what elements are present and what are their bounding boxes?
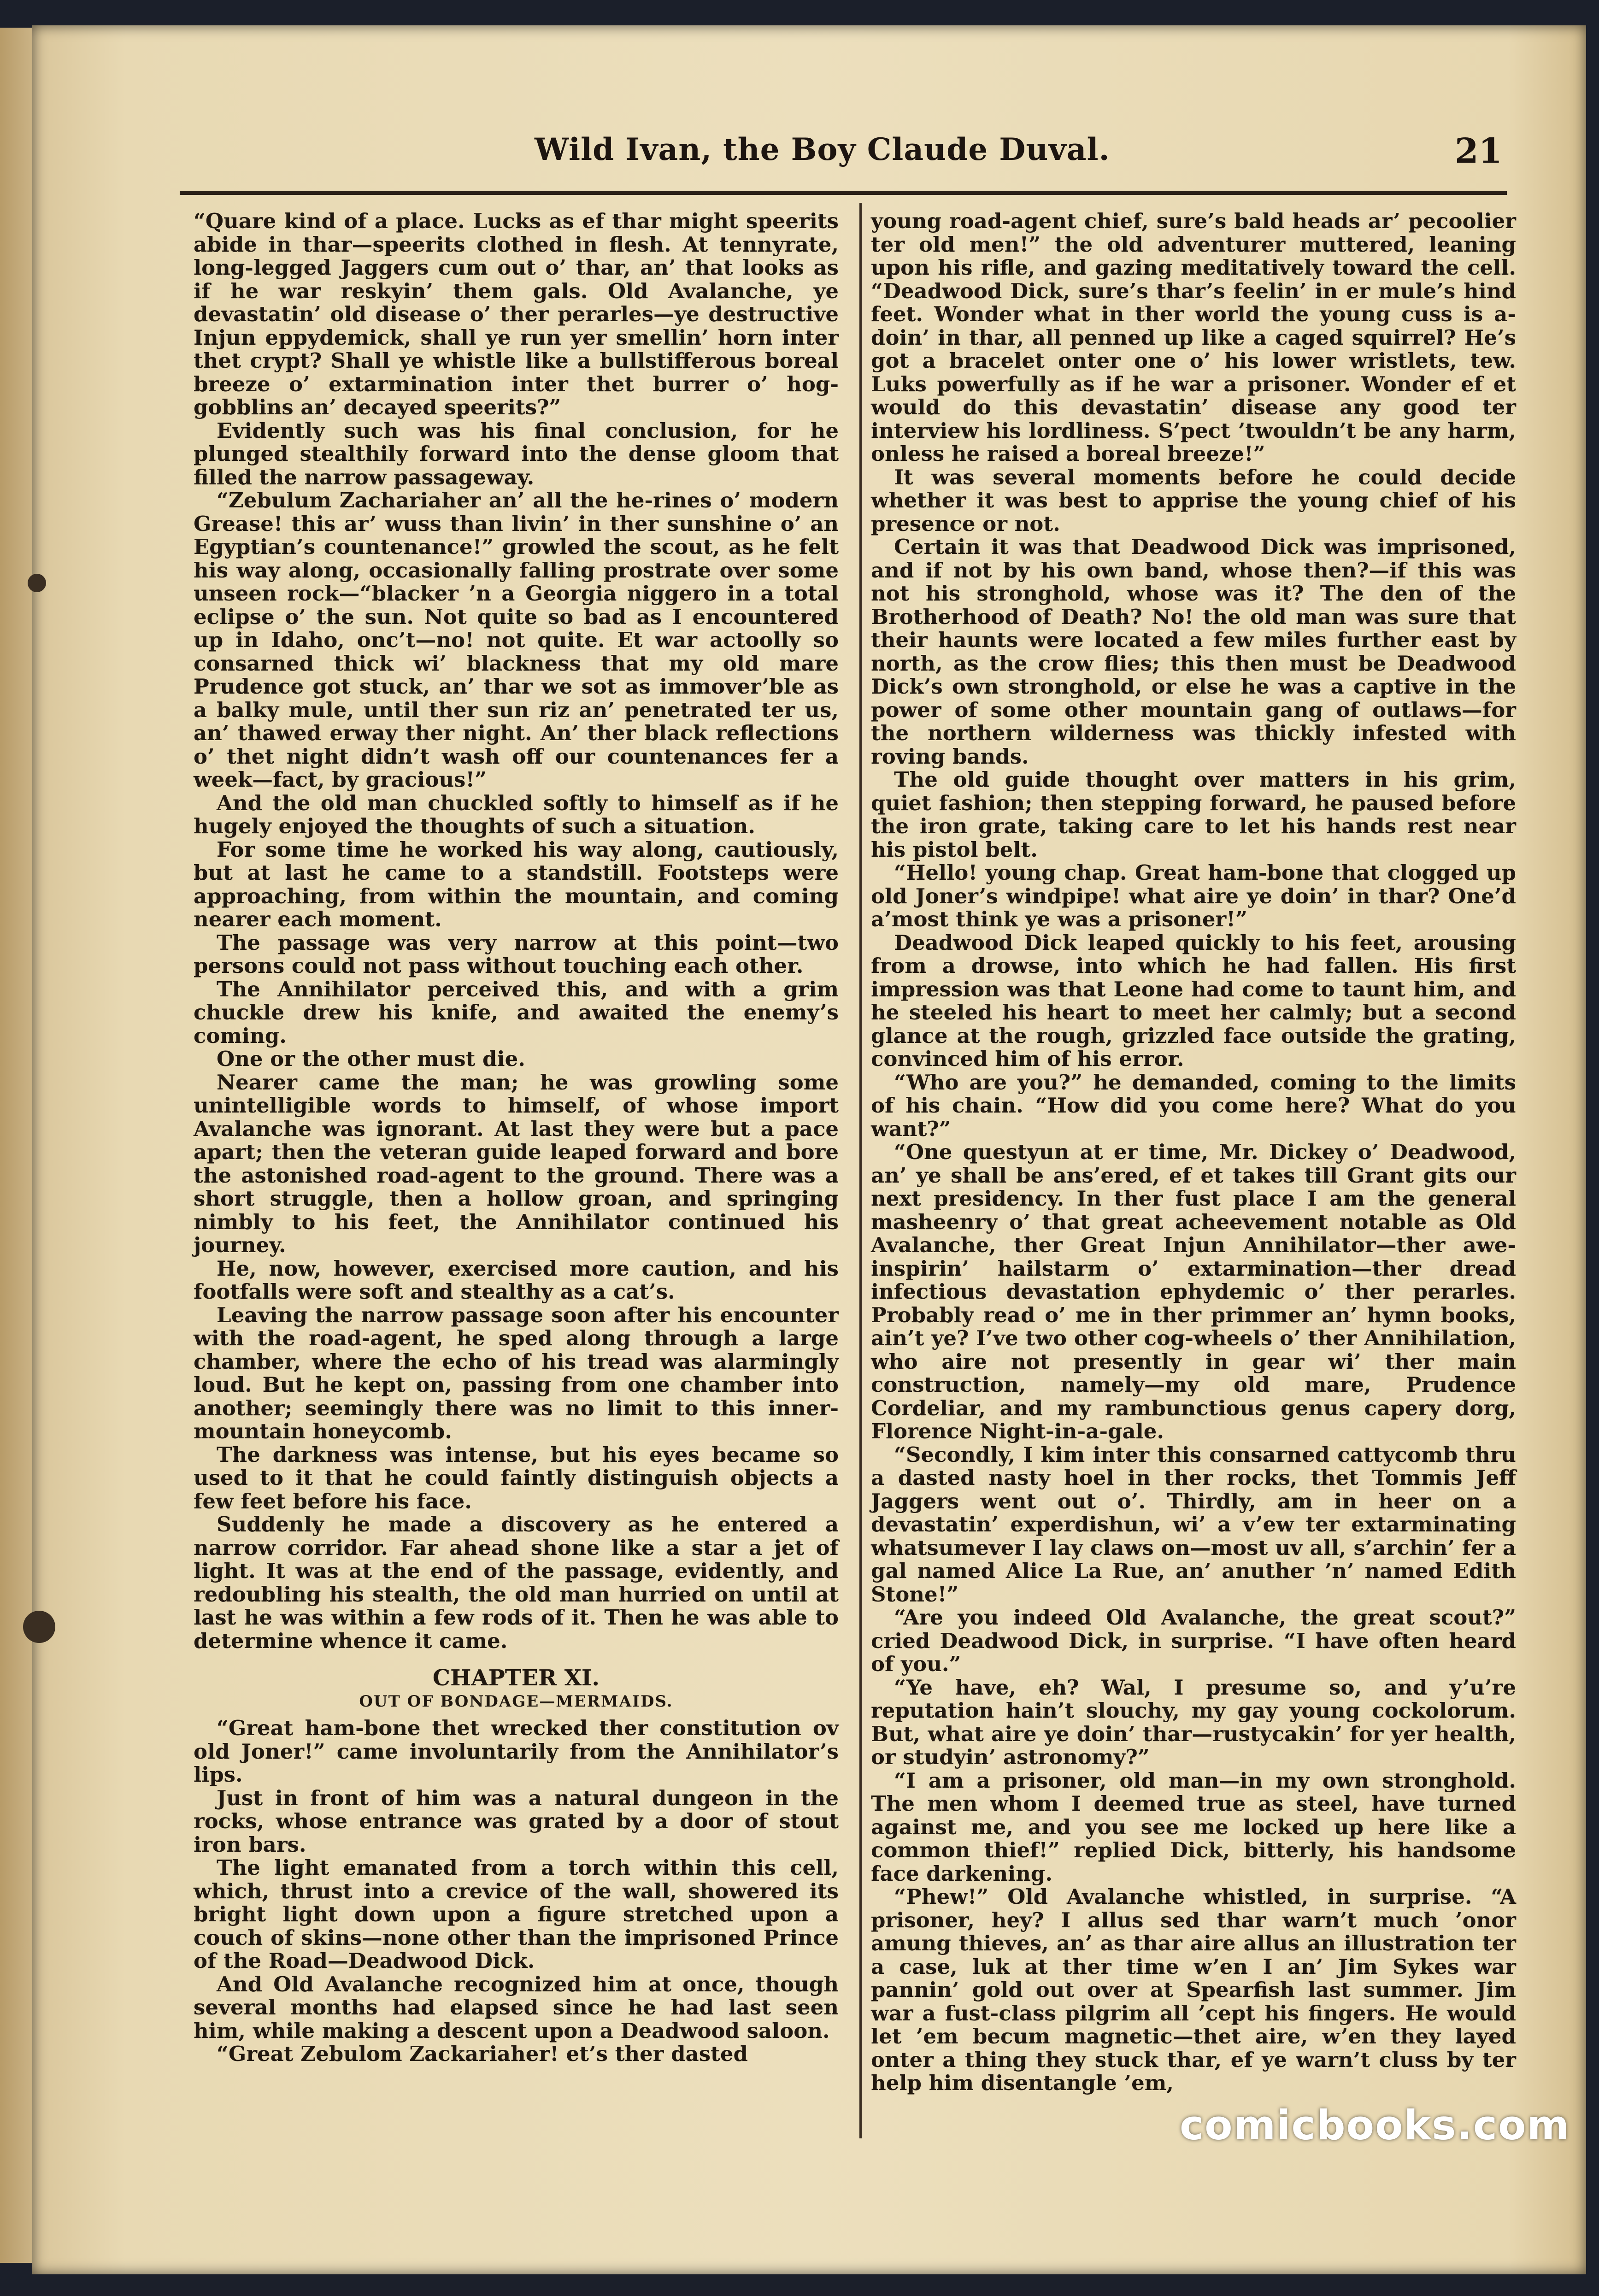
right-column: [871, 210, 1516, 2095]
paragraph: It was several moments before he could decide whether it was best to apprise the young chief of his presence or not.: [871, 465, 1516, 536]
column-divider: [859, 203, 862, 2138]
paragraph: “Ye have, eh? Wal, I presume so, and y’u’re reputation hain’t slouchy, my gay young cockolorum. But, what aire ye doin’ thar—rustycakin’ for yer health, or studyin’ astronomy?”: [871, 1675, 1516, 1769]
paragraph: The passage was very narrow at this point—two persons could not pass without touching each other.: [194, 930, 839, 978]
paragraph: Suddenly he made a discovery as he entered a narrow corridor. Far ahead shone like a star a jet of light. It was at the end of the passage, evidently, and redoubling his stealth, the old man hurried on until at last he was within a few rods of it. Then he was able to determine whence it came.: [194, 1512, 839, 1653]
paragraph: The Annihilator perceived this, and with a grim chuckle drew his knife, and awaited the enemy’s coming.: [194, 977, 839, 1048]
paragraph: “Hello! young chap. Great ham-bone that clogged up old Joner’s windpipe! what aire ye doin’ in thar? One’d a’most think ye was a prisoner!”: [871, 860, 1516, 931]
paragraph: “One questyun at er time, Mr. Dickey o’ Deadwood, an’ ye shall be ans’ered, ef et takes till Grant gits our next presidency. In ther fust place I am the general masheenry o’ that great acheevement notable as Old Avalanche, ther Great Injun Annihilator—ther awe-inspirin’ hailstarm o’ extarmination—ther dread infectious devastation ephydemic o’ ther perarles. Probably read o’ me in ther primmer an’ hymn books, ain’t ye? I’ve two other cog-wheels o’ ther Annihilation, who aire not presently in gear wi’ ther main construction, namely—my old mare, Prudence Cordeliar, and my rambunctious genus capery dorg, Florence Night-in-a-gale.: [871, 1140, 1516, 1443]
paragraph: “Who are you?” he demanded, coming to the limits of his chain. “How did you come here? What do you want?”: [871, 1070, 1516, 1141]
chapter-subheading: OUT OF BONDAGE—MERMAIDS.: [359, 1692, 673, 1711]
paragraph: One or the other must die.: [217, 1047, 525, 1071]
page-number: 21: [1455, 131, 1502, 171]
paragraph: “Zebulum Zachariaher an’ all the he-rines o’ modern Grease! this ar’ wuss than livin’ in ther sunshine o’ an Egyptian’s countenance!” growled the scout, as he felt his way along, occasionally falling prostrate over some unseen rock—“blacker ’n a Georgia niggero in a total eclipse o’ the sun. Not quite so bad as I encountered up in Idaho, onc’t—no! not quite. Et war actoolly so consarned thick wi’ blackness that my old mare Prudence got stuck, an’ thar we sot as immover’ble as a balky mule, until ther sun riz an’ penetrated ter us, an’ thawed erway ther night. An’ ther black reflections o’ thet night didn’t wash off our countenances fer a week—fact, by gracious!”: [194, 488, 839, 792]
running-title: Wild Ivan, the Boy Claude Duval.: [535, 131, 1110, 167]
paragraph: “I am a prisoner, old man—in my own stronghold. The men whom I deemed true as steel, have turned against me, and you see me locked up here like a common thief!” replied Dick, bitterly, his handsome face darkening.: [871, 1768, 1516, 1886]
paragraph: “Great ham-bone thet wrecked ther constitution ov old Joner!” came involuntarily from the Annihilator’s lips.: [194, 1716, 839, 1787]
paragraph: Deadwood Dick leaped quickly to his feet, arousing from a drowse, into which he had fallen. His first impression was that Leone had come to taunt him, and he steeled his heart to meet her calmly; but a second glance at the rough, grizzled face outside the grating, convinced him of his error.: [871, 930, 1516, 1071]
paragraph: Evidently such was his final conclusion, for he plunged stealthily forward into the dense gloom that filled the narrow passageway.: [194, 418, 839, 489]
chapter-heading: CHAPTER XI.: [432, 1665, 600, 1691]
paragraph: Certain it was that Deadwood Dick was imprisoned, and if not by his own band, whose then?—if this was not his stronghold, whose was it? The den of the Brotherhood of Death? No! the old man was sure that their haunts were located a few miles further east by north, as the crow flies; this then must be Deadwood Dick’s own stronghold, or else he was a captive in the power of some other mountain gang of outlaws—for the northern wilderness was thickly infested with roving bands.: [871, 535, 1516, 769]
paragraph: Just in front of him was a natural dungeon in the rocks, whose entrance was grated by a door of stout iron bars.: [194, 1785, 839, 1857]
paragraph: “Secondly, I kim inter this consarned cattycomb thru a dasted nasty hoel in ther rocks, thet Tommis Jeff Jaggers went out o’. Thirdly, am in heer on a devastatin’ experdishun, wi’ a v’ew ter extarminating whatsumever I lay claws on—most uv all, s’archin’ fer a gal named Alice La Rue, an’ anuther ’n’ named Edith Stone!”: [871, 1442, 1516, 1607]
paragraph: “Phew!” Old Avalanche whistled, in surprise. “A prisoner, hey? I allus sed thar warn’t much ’onor amung thieves, an’ as thar aire allus an illustration ter a case, luk at ther time w’en I an’ Jim Sykes war pannin’ gold out over at Spearfish last summer. Jim war a fust-class pilgrim all ’cept his fingers. He would let ’em becum magnetic—thet aire, w’en they layed onter a thing they stuck thar, ef ye warn’t cluss by ter help him disentangle ’em,: [871, 1884, 1516, 2095]
paper-damage-mark: [28, 574, 46, 592]
page-header: [507, 131, 1502, 187]
paragraph: For some time he worked his way along, cautiously, but at last he came to a standstill. Footsteps were approaching, from within the mountain, and coming nearer each moment.: [194, 837, 839, 931]
paragraph: “Great Zebulom Zackariaher! et’s ther dasted: [217, 2042, 748, 2066]
paragraph: “Quare kind of a place. Lucks as ef thar might speerits abide in thar—speerits clothed in flesh. At tennyrate, long-legged Jaggers cum out o’ thar, an’ that looks as if he war reskyin’ them gals. Old Avalanche, ye devastatin’ old disease o’ ther perarles—ye destructive Injun eppydemick, shall ye run yer smellin’ horn inter thet crypt? Shall ye whistle like a bullstifferous boreal breeze o’ extarmination inter thet burrer o’ hog-gobblins an’ decayed speerits?”: [194, 209, 839, 419]
header-rule: [180, 191, 1507, 195]
paper-damage-mark: [23, 1611, 55, 1643]
paragraph: He, now, however, exercised more caution, and his footfalls were soft and stealthy as a cat’s.: [194, 1256, 839, 1304]
paragraph: The old guide thought over matters in his grim, quiet fashion; then stepping forward, he paused before the iron grate, taking care to let his hands rest near his pistol belt.: [871, 767, 1516, 862]
paragraph: “Are you indeed Old Avalanche, the great scout?” cried Deadwood Dick, in surprise. “I have often heard of you.”: [871, 1605, 1516, 1676]
paragraph: Leaving the narrow passage soon after his encounter with the road-agent, he sped along through a large chamber, where the echo of his tread was alarmingly loud. But he kept on, passing from one chamber into another; seemingly there was no limit to this inner-mountain honeycomb.: [194, 1302, 839, 1443]
watermark-logo: comicbooks.com: [1180, 2102, 1570, 2149]
paragraph: Nearer came the man; he was growling some unintelligible words to himself, of whose import Avalanche was ignorant. At last they were but a pace apart; then the veteran guide leaped forward and bore the astonished road-agent to the ground. There was a short struggle, then a hollow groan, and springing nimbly to his feet, the Annihilator continued his journey.: [194, 1070, 839, 1257]
paragraph: The darkness was intense, but his eyes became so used to it that he could faintly distinguish objects a few feet before his face.: [194, 1442, 839, 1513]
paragraph: And Old Avalanche recognized him at once, though several months had elapsed since he had last seen him, while making a descent upon a Deadwood saloon.: [194, 1972, 839, 2043]
left-column: [194, 210, 839, 2066]
paragraph: And the old man chuckled softly to himself as if he hugely enjoyed the thoughts of such a situation.: [194, 790, 839, 838]
paragraph: young road-agent chief, sure’s bald heads ar’ pecoolier ter old men!” the old adventurer muttered, leaning upon his rifle, and gazing meditatively toward the cell. “Deadwood Dick, sure’s thar’s feelin’ in er mule’s hind feet. Wonder what in ther world the young cuss is a-doin’ in thar, all penned up like a caged squirrel? He’s got a bracelet onter one o’ his lower wristlets, tew. Luks powerfully as if he war a prisoner. Wonder ef et would do this devastatin’ disease any good ter interview his lordliness. S’pect ’twouldn’t be any harm, onless he raised a boreal breeze!”: [871, 209, 1516, 466]
paragraph: The light emanated from a torch within this cell, which, thrust into a crevice of the wall, showered its bright light down upon a figure stretched upon a couch of skins—none other than the imprisoned Prince of the Road—Deadwood Dick.: [194, 1855, 839, 1973]
